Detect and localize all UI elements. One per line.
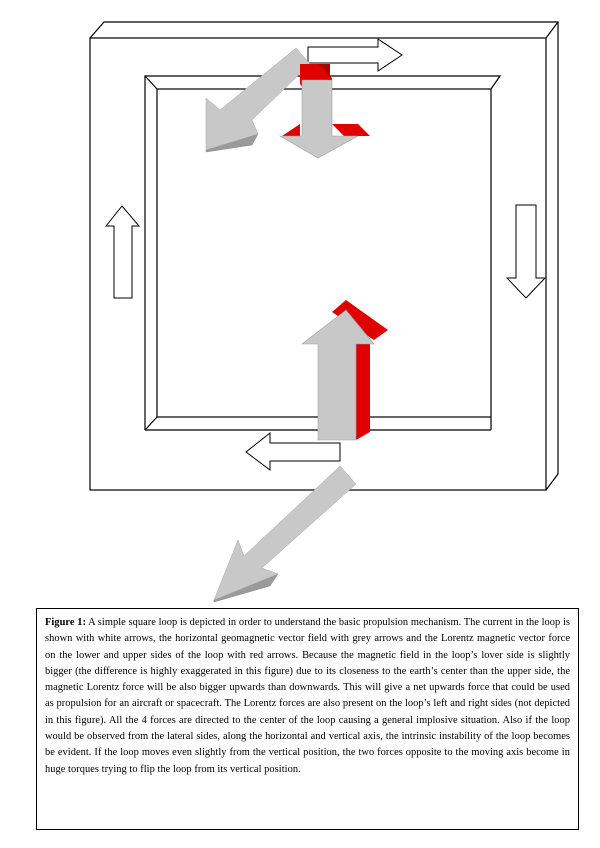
force-arrow-up: [302, 300, 388, 440]
caption-label: Figure 1:: [45, 617, 86, 628]
force-arrows: [280, 64, 388, 440]
current-arrow-left: [106, 206, 139, 298]
field-arrow-lower: [214, 466, 356, 602]
figure-caption: [36, 608, 579, 830]
current-arrow-right: [507, 205, 545, 298]
caption-text: A simple square loop is depicted in order to understand the basic propulsion mechanism. The current in the loop is shown with white arrows, the horizontal geomagnetic vector field with grey arrows and the Lorentz magnetic vector force on the lower and upper sides of the loop with red arrows. Because the magnetic field in the loop’s lover side is slightly bigger (the difference is highly exaggerated in this figure) due to its closeness to the earth’s center than the upper side, the magnetic Lorentz force will be also bigger upwards than downwards. This will give a net upwards force that could be used as propulsion for an aircraft or spacecraft. The Lorentz forces are also present on the loop’s left and right sides (not depicted in this figure). All the 4 forces are directed to the center of the loop causing a general implosive situation. Also if the loop would be observed from the lateral sides, along the horizontal and vertical axis, the intrinsic instability of the loop becomes be evident. If the loop moves even slightly from the vertical position, the two forces opposite to the moving axis become in huge torques trying to flip the loop from its vertical position.: [45, 617, 570, 775]
